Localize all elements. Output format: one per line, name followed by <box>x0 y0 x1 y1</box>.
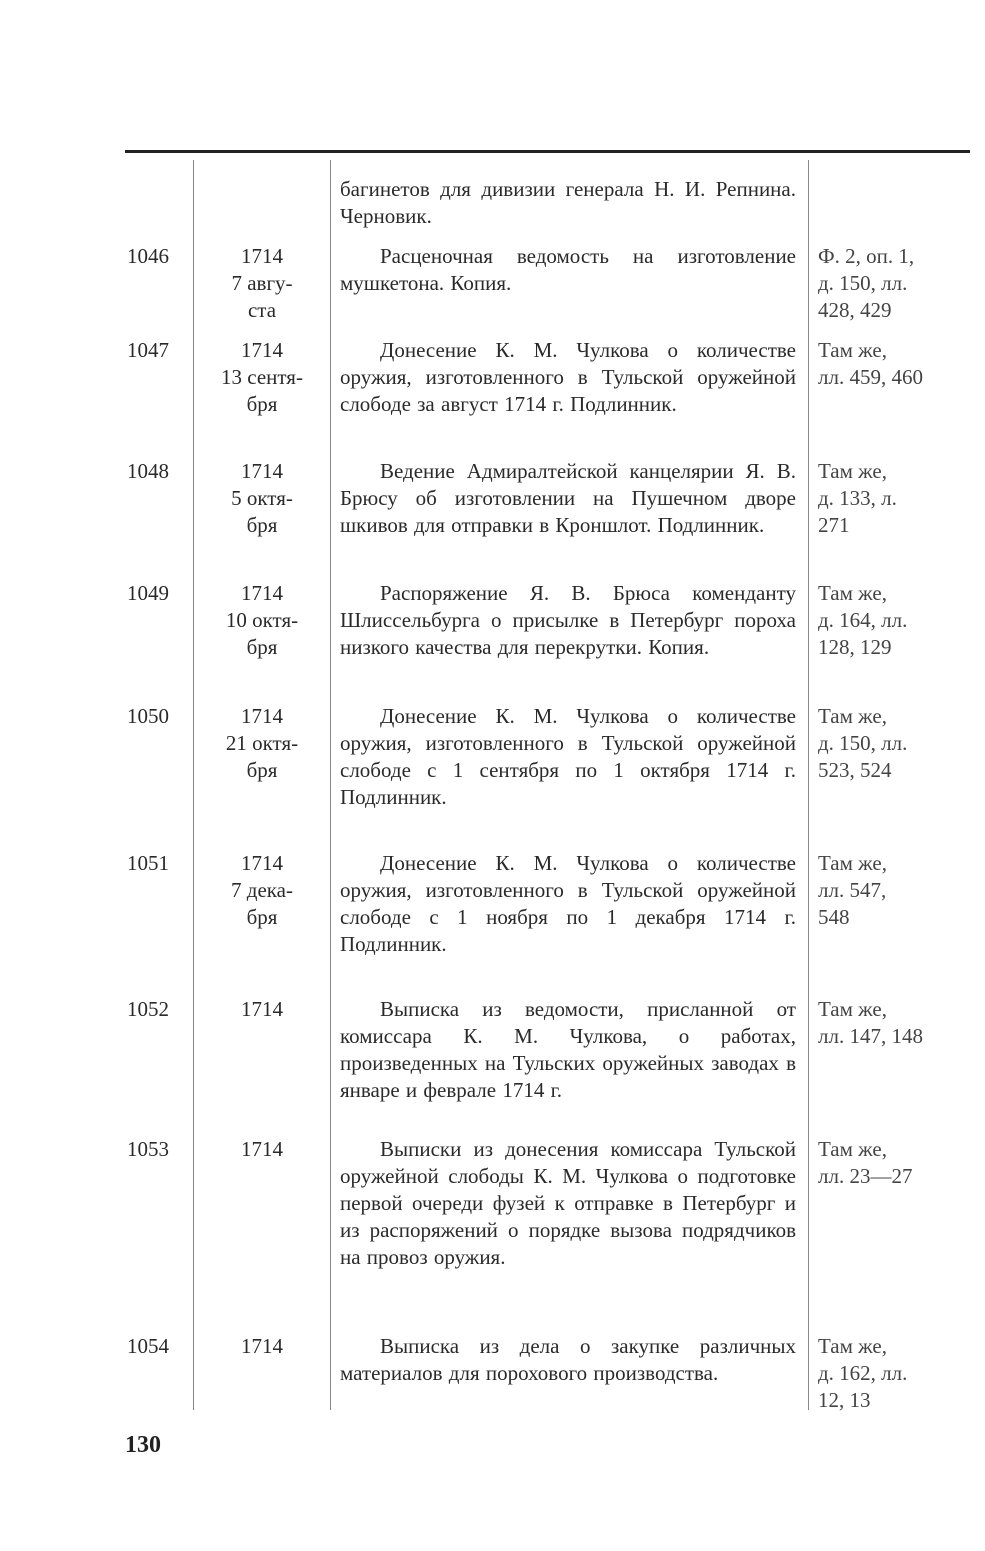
entry-number: 1046 <box>127 244 169 268</box>
archive-reference: Ф. 2, оп. 1, д. 150, лл. 428, 429 <box>818 244 915 322</box>
archive-reference: Там же, д. 162, лл. 12, 13 <box>818 1334 908 1412</box>
archive-reference: Там же, лл. 547, 548 <box>818 851 887 929</box>
entry-description: Донесение К. М. Чулкова о количестве оружия, изготовленного в Тульской оружейной слободе с 1 сентября по 1 октября 1714 г. Подлинник. <box>340 704 796 809</box>
entry-number: 1054 <box>127 1334 169 1358</box>
entry-date: 1714 13 сентя- бря <box>221 338 303 416</box>
archive-reference: Там же, д. 150, лл. 523, 524 <box>818 704 908 782</box>
entry-number: 1050 <box>127 704 169 728</box>
archive-reference: Там же, лл. 23—27 <box>818 1137 913 1188</box>
entry-description: Выписка из дела о закупке различных материалов для порохового производства. <box>340 1334 796 1385</box>
entry-description: Распоряжение Я. В. Брюса коменданту Шлиссельбурга о присылке в Петербург пороха низкого качества для перекрутки. Копия. <box>340 581 796 659</box>
top-rule <box>125 150 970 153</box>
entry-description: Расценочная ведомость на изготовление мушкетона. Копия. <box>340 244 796 295</box>
entry-date: 1714 <box>241 1334 283 1358</box>
entry-date: 1714 <box>241 1137 283 1161</box>
entry-description: Выписка из ведомости, присланной от комиссара К. М. Чулкова, о работах, произведенных на Тульских оружейных заводах в январе и феврале 1714 г. <box>340 997 796 1102</box>
archive-reference: Там же, лл. 459, 460 <box>818 338 923 389</box>
archive-reference: Там же, лл. 147, 148 <box>818 997 923 1048</box>
entry-number: 1052 <box>127 997 169 1021</box>
column-divider-3 <box>808 160 809 1410</box>
entry-description: Донесение К. М. Чулкова о количестве оружия, изготовленного в Тульской оружейной слободе за август 1714 г. Подлинник. <box>340 338 796 416</box>
entry-number: 1048 <box>127 459 169 483</box>
column-divider-2 <box>330 160 331 1410</box>
entry-date: 1714 <box>241 997 283 1021</box>
entry-number: 1051 <box>127 851 169 875</box>
entry-number: 1047 <box>127 338 169 362</box>
archive-reference: Там же, д. 164, лл. 128, 129 <box>818 581 908 659</box>
entry-number: 1053 <box>127 1137 169 1161</box>
column-divider-1 <box>193 160 194 1410</box>
continuation-text: багинетов для дивизии генерала Н. И. Репнина. Черновик. <box>340 177 796 228</box>
entry-date: 1714 7 дека- бря <box>231 851 293 929</box>
entry-date: 1714 10 октя- бря <box>225 581 299 659</box>
entry-date: 1714 7 авгу- ста <box>231 244 293 322</box>
archive-reference: Там же, д. 133, л. 271 <box>818 459 897 537</box>
entry-description: Ведение Адмиралтейской канцелярии Я. В. Брюсу об изготовлении на Пушечном дворе шкивов для отправки в Кроншлот. Подлинник. <box>340 459 796 537</box>
entry-description: Выписки из донесения комиссара Тульской оружейной слободы К. М. Чулкова о подготовке первой очереди фузей к отправке в Петербург и из распоряжений о порядке вызова подрядчиков на провоз оружия. <box>340 1137 796 1269</box>
entry-date: 1714 21 октя- бря <box>225 704 299 782</box>
entry-number: 1049 <box>127 581 169 605</box>
page-number: 130 <box>125 1432 161 1458</box>
entry-date: 1714 5 октя- бря <box>231 459 293 537</box>
entry-description: Донесение К. М. Чулкова о количестве оружия, изготовленного в Тульской оружейной слободе с 1 ноября по 1 декабря 1714 г. Подлинник. <box>340 851 796 956</box>
